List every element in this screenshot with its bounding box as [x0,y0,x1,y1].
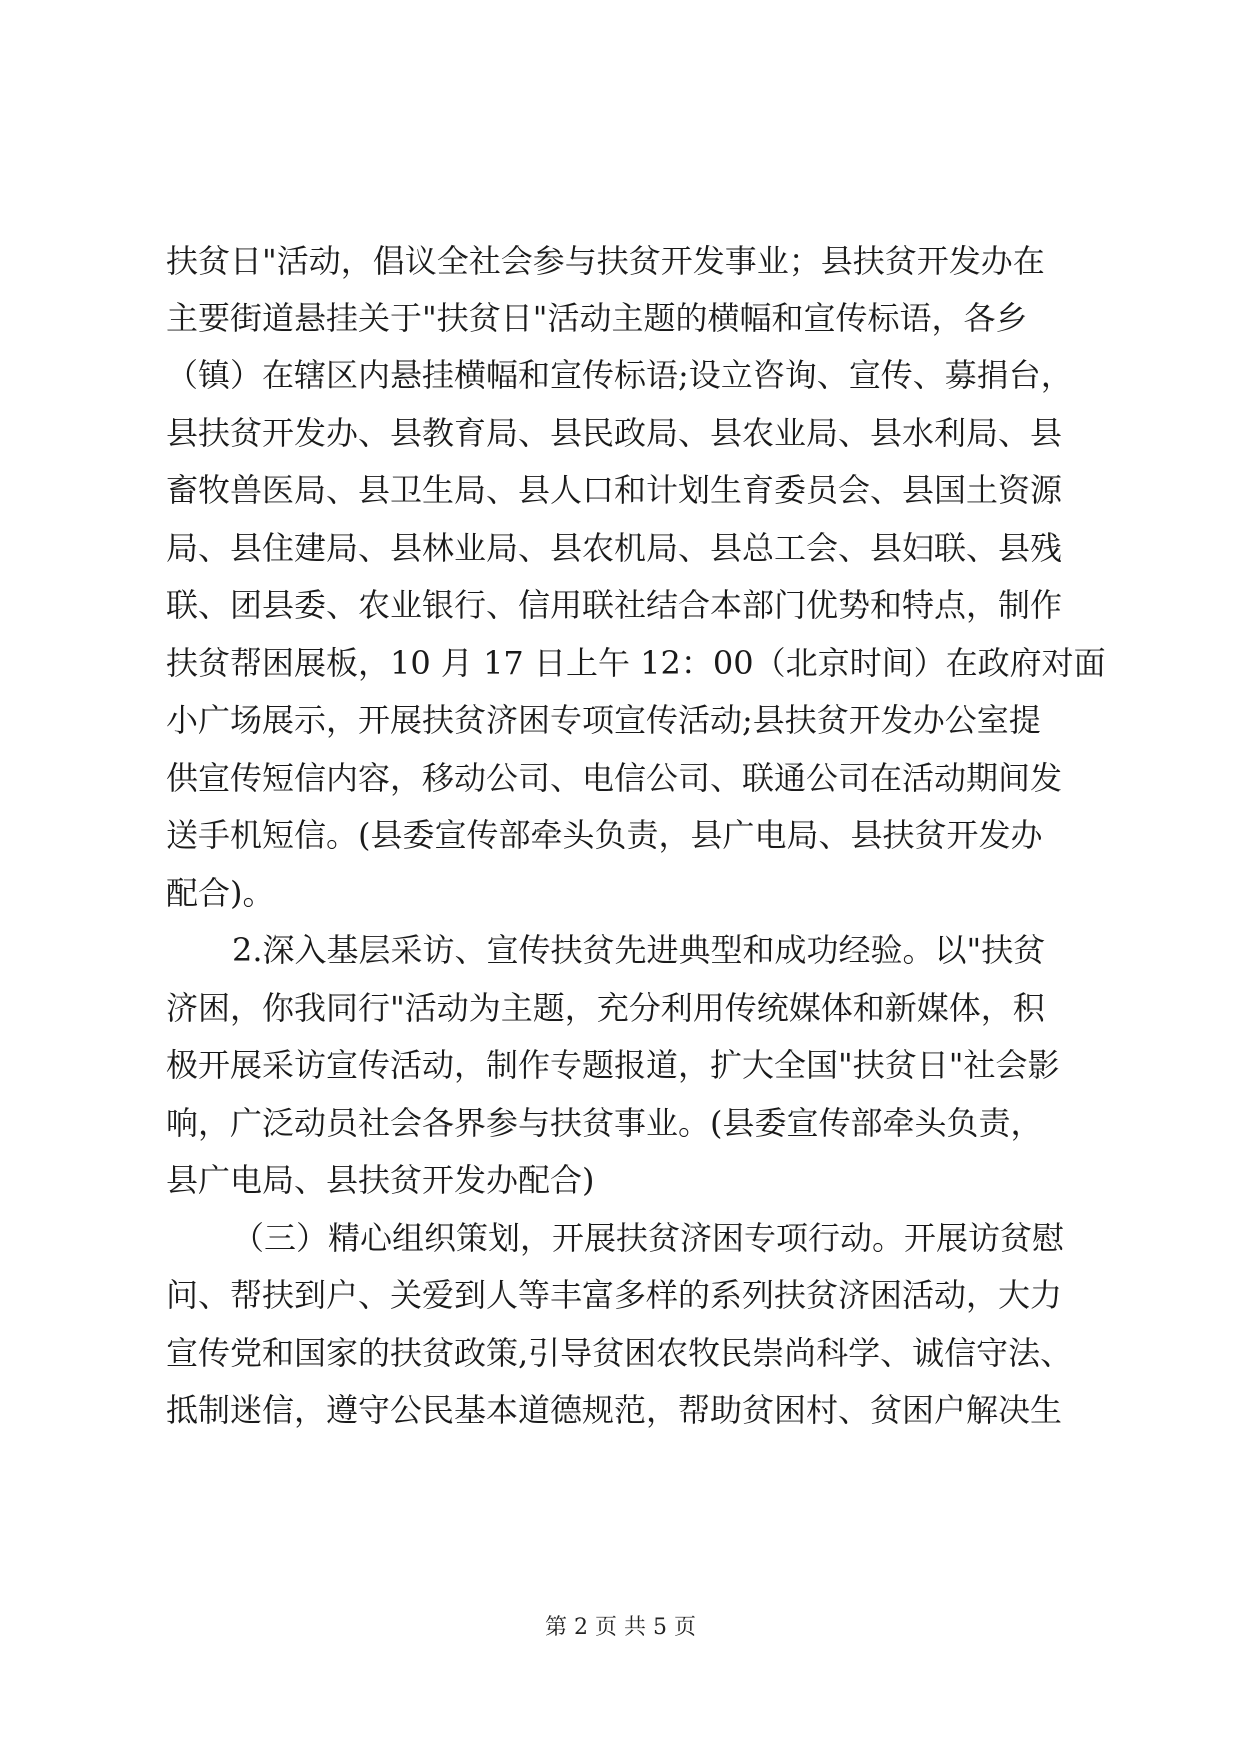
text-line: 局、县住建局、县林业局、县农机局、县总工会、县妇联、县残 [166,529,1063,567]
text-line: 配合)。 [166,874,275,912]
text-line: （镇）在辖区内悬挂横幅和宣传标语;设立咨询、宣传、募捐台， [166,356,1073,394]
text-line: 联、团县委、农业银行、信用联社结合本部门优势和特点，制作 [166,586,1063,624]
text-line: 主要街道悬挂关于"扶贫日"活动主题的横幅和宣传标语，各乡 [166,299,1028,337]
text-line: 济困，你我同行"活动为主题，充分利用传统媒体和新媒体，积 [166,989,1045,1027]
text-line: 抵制迷信，遵守公民基本道德规范，帮助贫困村、贫困户解决生 [166,1391,1063,1429]
section-heading-line: （三）精心组织策划，开展扶贫济困专项行动。开展访贫慰 [232,1219,1065,1257]
text-line: 供宣传短信内容，移动公司、电信公司、联通公司在活动期间发 [166,759,1063,797]
text-line: 扶贫日"活动，倡议全社会参与扶贫开发事业；县扶贫开发办在 [166,242,1045,280]
text-line: 畜牧兽医局、县卫生局、县人口和计划生育委员会、县国土资源 [166,471,1063,509]
text-line: 送手机短信。(县委宣传部牵头负责，县广电局、县扶贫开发办 [166,816,1043,854]
text-line: 县扶贫开发办、县教育局、县民政局、县农业局、县水利局、县 [166,414,1063,452]
text-line: 响，广泛动员社会各界参与扶贫事业。(县委宣传部牵头负责， [166,1104,1043,1142]
text-line: 宣传党和国家的扶贫政策,引导贫困农牧民崇尚科学、诚信守法、 [166,1334,1073,1372]
text-line: 问、帮扶到户、关爱到人等丰富多样的系列扶贫济困活动，大力 [166,1276,1063,1314]
text-line: 小广场展示，开展扶贫济困专项宣传活动;县扶贫开发办公室提 [166,701,1041,739]
page-number-footer: 第 2 页 共 5 页 [545,1615,696,1640]
text-line: 县广电局、县扶贫开发办配合) [166,1161,595,1199]
paragraph-start-line: 2.深入基层采访、宣传扶贫先进典型和成功经验。以"扶贫 [232,931,1046,969]
text-line: 极开展采访宣传活动，制作专题报道，扩大全国"扶贫日"社会影 [166,1046,1060,1084]
text-line: 扶贫帮困展板，10 月 17 日上午 12：00（北京时间）在政府对面 [166,644,1106,682]
